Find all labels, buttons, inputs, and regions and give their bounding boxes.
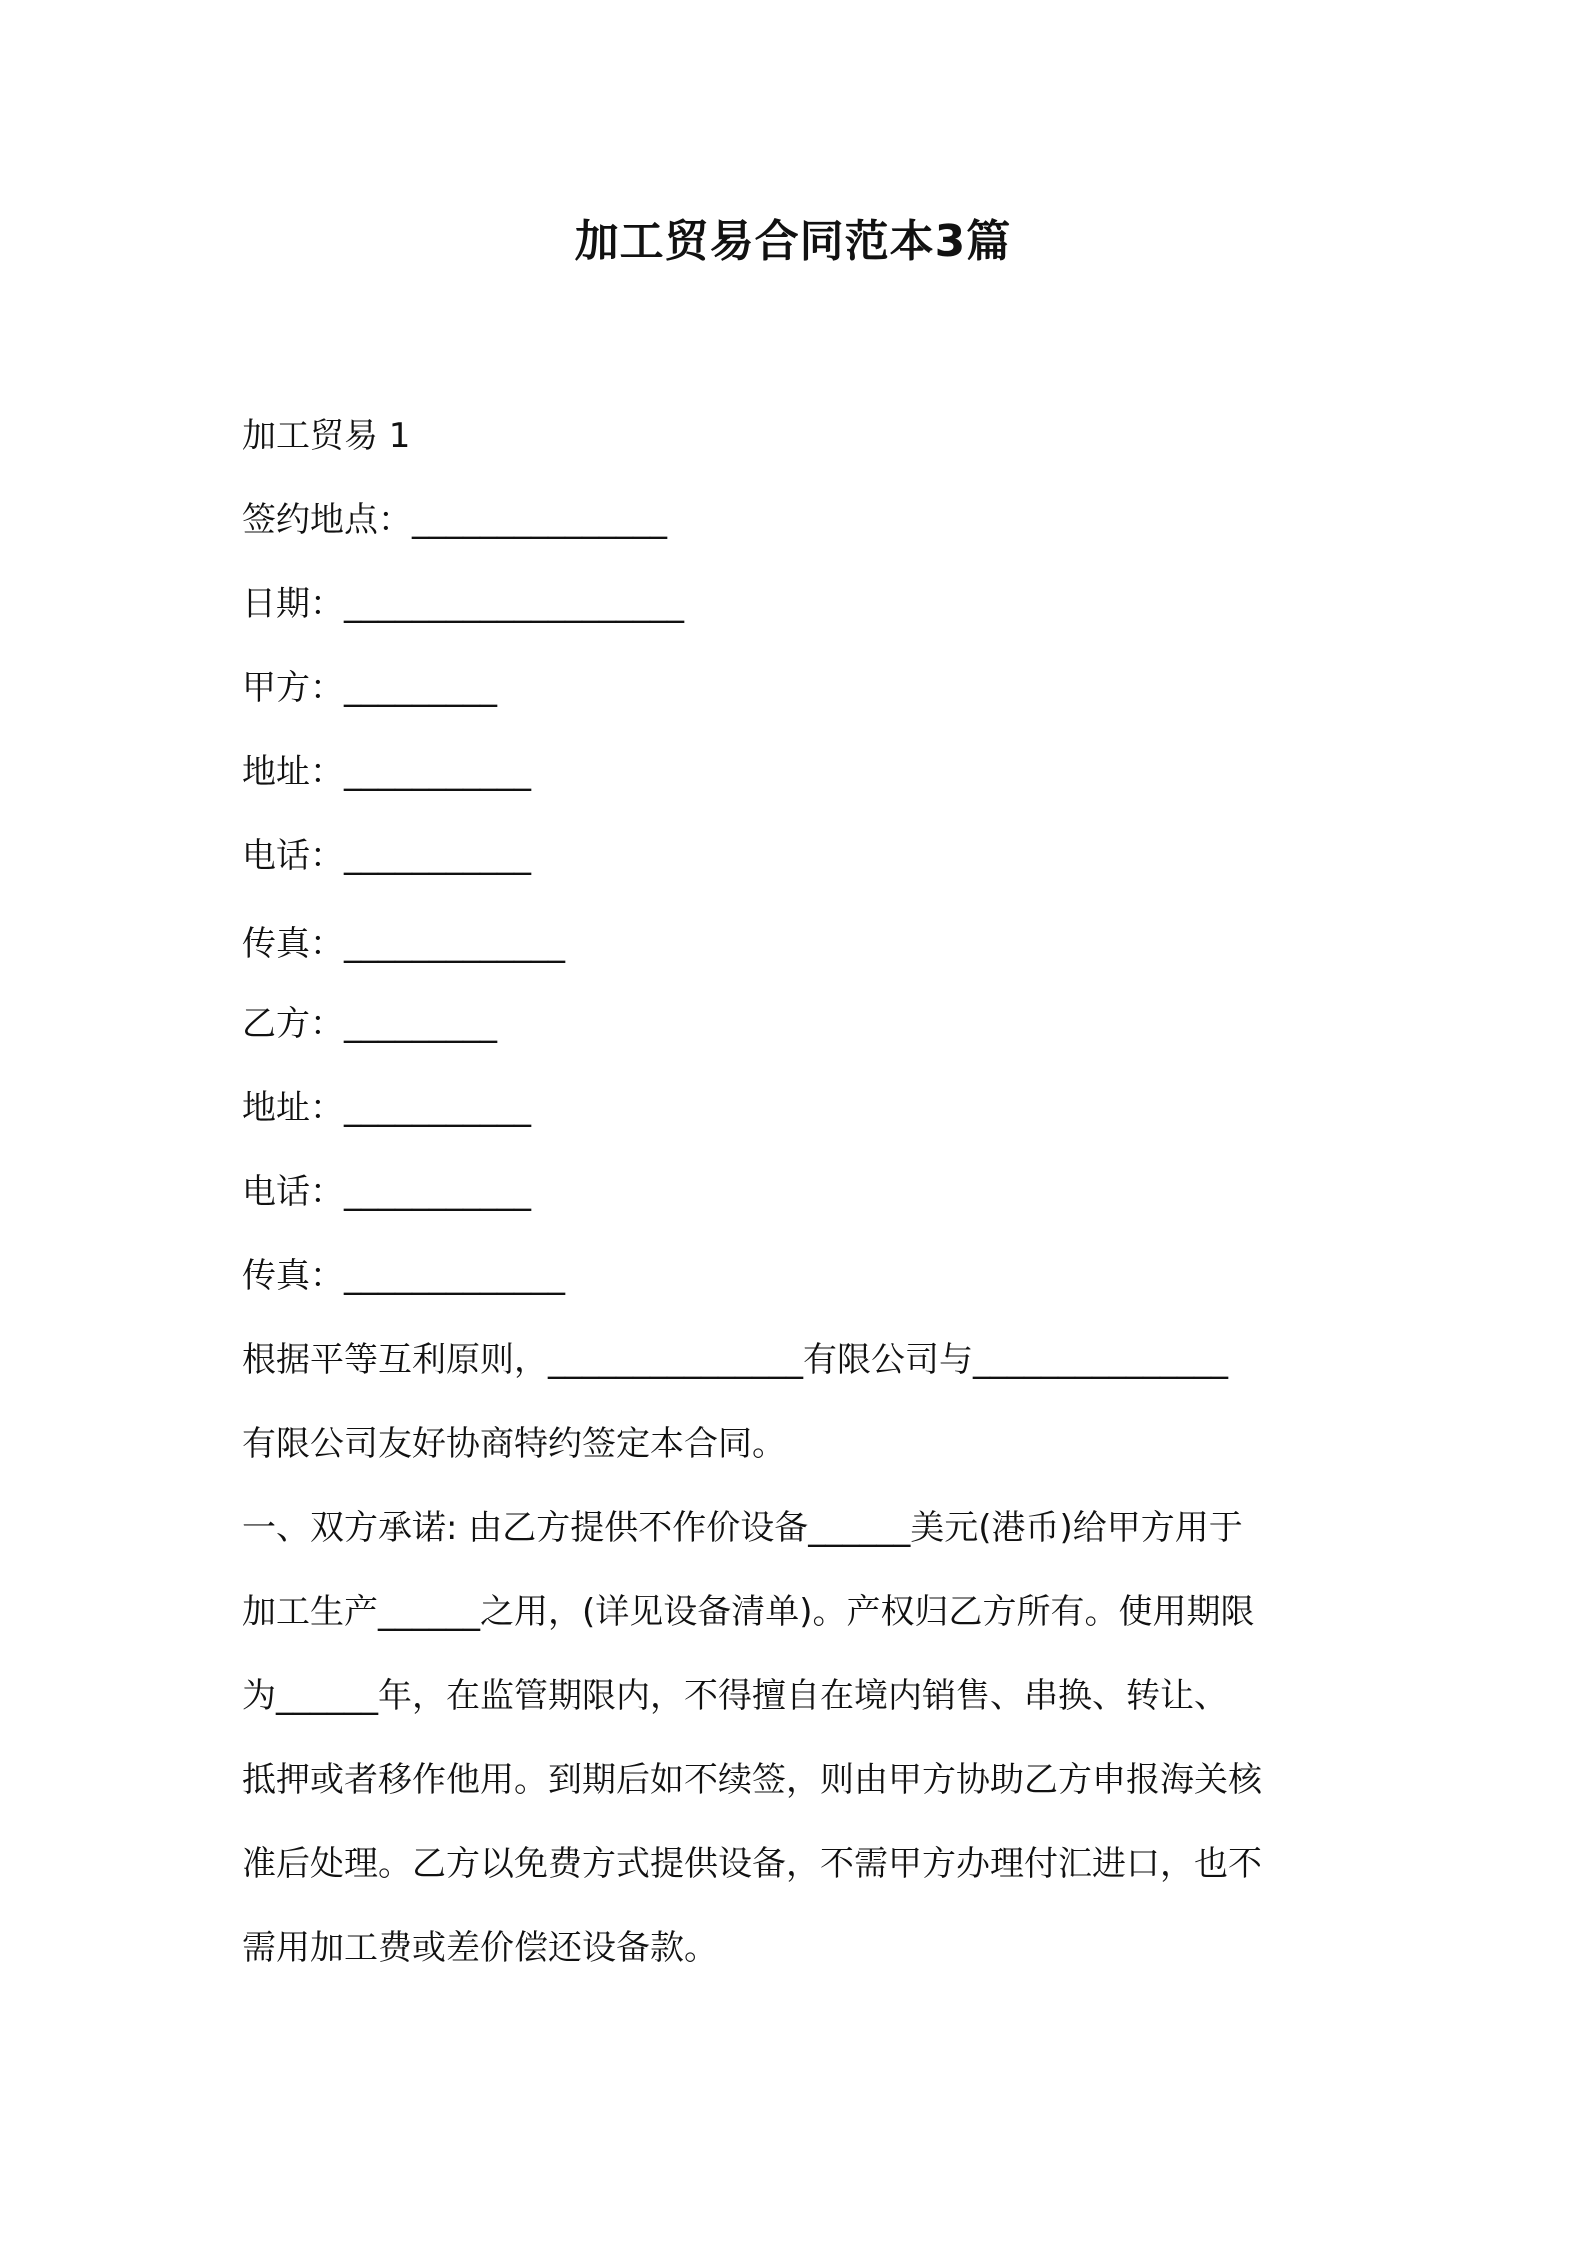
paragraph-line: 加工生产______之用，(详见设备清单)。产权归乙方所有。使用期限 (242, 1592, 1255, 1632)
field-label: 电话： (242, 1172, 344, 1212)
paragraph-line: 为______年，在监管期限内，不得擅自在境内销售、串换、转让、 (242, 1676, 1228, 1716)
field-blank: _____________ (344, 1256, 565, 1296)
field-party-a (242, 664, 497, 712)
field-label: 签约地点： (242, 500, 412, 540)
field-label: 传真： (242, 924, 344, 964)
field-party-a-address (242, 748, 531, 796)
field-blank: _________ (344, 1004, 497, 1044)
field-label: 地址： (242, 752, 344, 792)
paragraph-line: 需用加工费或差价偿还设备款。 (242, 1928, 718, 1968)
field-party-b-address (242, 1084, 531, 1132)
field-label: 乙方： (242, 1004, 344, 1044)
field-blank: _______________ (412, 500, 667, 540)
paragraph-line: 抵押或者移作他用。到期后如不续签，则由甲方协助乙方申报海关核 (242, 1760, 1262, 1800)
document-title: 加工贸易合同范本3篇 (574, 216, 1012, 267)
field-label: 电话： (242, 836, 344, 876)
field-party-a-phone (242, 832, 531, 880)
field-blank: ___________ (344, 1172, 531, 1212)
paragraph-line: 根据平等互利原则，_______________有限公司与_______________ (242, 1340, 1228, 1380)
field-blank: _________ (344, 668, 497, 708)
paragraph-line: 有限公司友好协商特约签定本合同。 (242, 1424, 786, 1464)
field-party-b-phone (242, 1168, 531, 1216)
paragraph-line: 准后处理。乙方以免费方式提供设备，不需甲方办理付汇进口，也不 (242, 1844, 1262, 1884)
field-label: 地址： (242, 1088, 344, 1128)
section-heading: 加工贸易 1 (242, 416, 411, 456)
field-blank: ___________ (344, 1088, 531, 1128)
paragraph-line: 一、双方承诺: 由乙方提供不作价设备______美元(港币)给甲方用于 (242, 1508, 1243, 1548)
field-label: 甲方： (242, 668, 344, 708)
field-party-b (242, 1000, 497, 1048)
field-label: 传真： (242, 1256, 344, 1296)
field-party-a-fax (242, 920, 565, 968)
field-blank: _____________ (344, 924, 565, 964)
field-signing-place (242, 496, 667, 544)
field-blank: ____________________ (344, 584, 684, 624)
field-party-b-fax (242, 1252, 565, 1300)
field-blank: ___________ (344, 836, 531, 876)
field-blank: ___________ (344, 752, 531, 792)
field-date (242, 580, 684, 628)
field-label: 日期： (242, 584, 344, 624)
